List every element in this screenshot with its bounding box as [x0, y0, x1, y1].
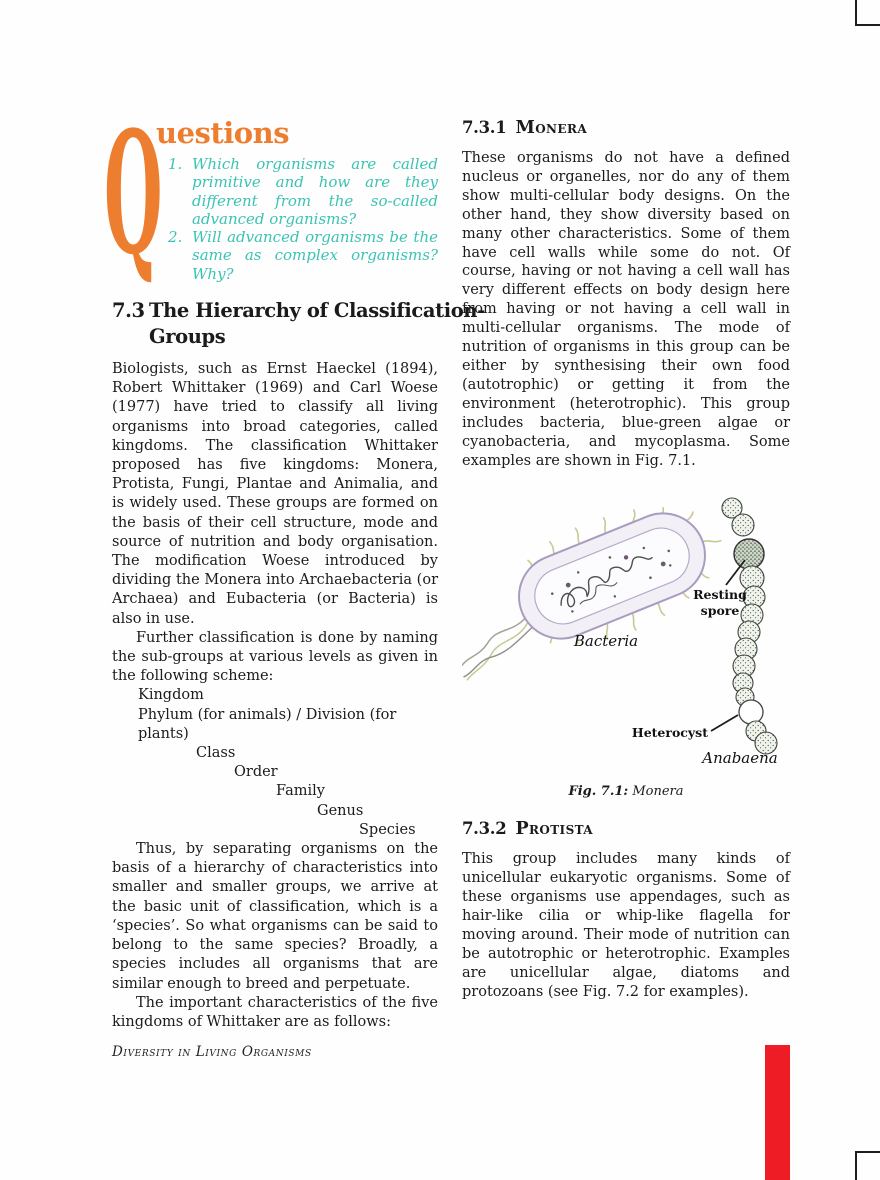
- paragraph-monera: These organisms do not have a defined nucleus or organelles, nor do any of them show multi-cellular body designs. On the other hand, they show diversity based on many other characteristics. Some of them have cell walls while some do not. Of course, having or not having a cell wall has very different effects on body design here from having or not having a cell wall in multi-cellular organisms. The mode of nutrition of organisms in this group can be either by synthesising their own food (autotrophic) or getting it from the environment (heterotrophic). This group includes bacteria, blue-green algae or cyanobacteria, and mycoplasma. Some examples are shown in Fig. 7.1.: [462, 150, 790, 469]
- crop-mark-bottom-right: [855, 1151, 880, 1153]
- resting-spore-label: Resting: [693, 587, 747, 603]
- heterocyst-pointer: [711, 715, 738, 731]
- figure-caption: [462, 784, 790, 799]
- paragraph-intro: Biologists, such as Ernst Haeckel (1894), Robert Whittaker (1969) and Carl Woese (1977) have tried to classify all living organisms into broad categories, called kingdoms. The classification Whittaker proposed has five kingdoms: Monera, Protista, Fungi, Plantae and Animalia, and is widely used. These groups are formed on the basis of their cell structure, mode and source of nutrition and body organisation. The modification Woese introduced by dividing the Monera into Archaebacteria (or Archaea) and Eubacteria (or Bacteria) is also in use.: [112, 361, 438, 627]
- section-7-3-1-heading: [462, 118, 790, 138]
- section-7-3-2-heading: [462, 819, 790, 839]
- section-number: 7.3: [112, 299, 145, 322]
- section-title: Protista: [515, 819, 594, 840]
- paragraph-important: The important characteristics of the five kingdoms of Whittaker are as follows:: [112, 994, 438, 1030]
- scheme-level-order: Order: [234, 764, 278, 781]
- crop-mark-top-right: [855, 24, 880, 26]
- anabaena-drawing: [722, 498, 777, 754]
- question-text: Will advanced organisms be the same as complex organisms? Why?: [192, 228, 438, 283]
- question-item: [168, 155, 438, 228]
- scheme-level-phylum: Phylum (for animals) / Division (for plants): [138, 706, 397, 742]
- resting-spore-label: spore: [700, 603, 740, 619]
- paragraph-thus: Thus, by separating organisms on the basis of a hierarchy of characteristics into smaller and smaller groups, we arrive at the basic unit of classification, which is a ‘species’. So what organisms can be said to belong to the same species? Broadly, a species includes all organisms that are similar enough to breed and perpetuate.: [112, 841, 438, 992]
- classification-scheme: [112, 686, 438, 840]
- right-column: [462, 118, 790, 1002]
- paragraph-protista: This group includes many kinds of unicellular eukaryotic organisms. Some of these organisms use appendages, such as hair-like cilia or whip-like flagella for moving around. Their mode of nutrition can be autotrophic or heterotrophic. Examples are unicellular algae, diatoms and protozoans (see Fig. 7.2 for examples).: [462, 851, 790, 1000]
- section-title: The Hierarchy of Classification- Groups: [149, 299, 485, 348]
- figure-caption-number: Fig. 7.1:: [568, 784, 629, 800]
- bacteria-label: Bacteria: [573, 632, 639, 651]
- paragraph-further: Further classification is done by naming the sub-groups at various levels as given in the following scheme:: [112, 629, 438, 685]
- page-edge-red-bar: [765, 1045, 790, 1180]
- question-number: 2.: [168, 228, 183, 247]
- scheme-level-class: Class: [196, 745, 236, 762]
- question-text: Which organisms are called primitive and how are they different from the so-called advanced organisms?: [192, 155, 438, 228]
- section-number: 7.3.2: [462, 819, 507, 839]
- running-footer: Diversity in Living Organisms: [112, 1044, 312, 1060]
- section-title: Monera: [515, 118, 588, 138]
- question-number: 1.: [168, 155, 183, 173]
- drop-cap-q: Q: [104, 94, 163, 292]
- figure-7-1: [462, 494, 790, 799]
- scheme-level-family: Family: [276, 783, 325, 800]
- questions-box: [104, 94, 438, 292]
- heterocyst-label: Heterocyst: [631, 725, 708, 741]
- scheme-level-genus: Genus: [317, 802, 364, 819]
- questions-heading: uestions: [156, 116, 290, 150]
- question-item: [168, 228, 438, 283]
- crop-mark-bottom-right: [855, 1151, 857, 1180]
- scheme-level-kingdom: Kingdom: [138, 687, 204, 704]
- crop-mark-top-right: [855, 0, 857, 26]
- questions-list: [168, 155, 438, 283]
- anabaena-label: Anabaena: [702, 749, 778, 767]
- section-7-3-heading: [112, 298, 485, 350]
- figure-caption-text: Monera: [628, 784, 684, 800]
- scheme-level-species: Species: [359, 821, 416, 838]
- section-number: 7.3.1: [462, 118, 507, 137]
- monera-illustration: [462, 494, 792, 766]
